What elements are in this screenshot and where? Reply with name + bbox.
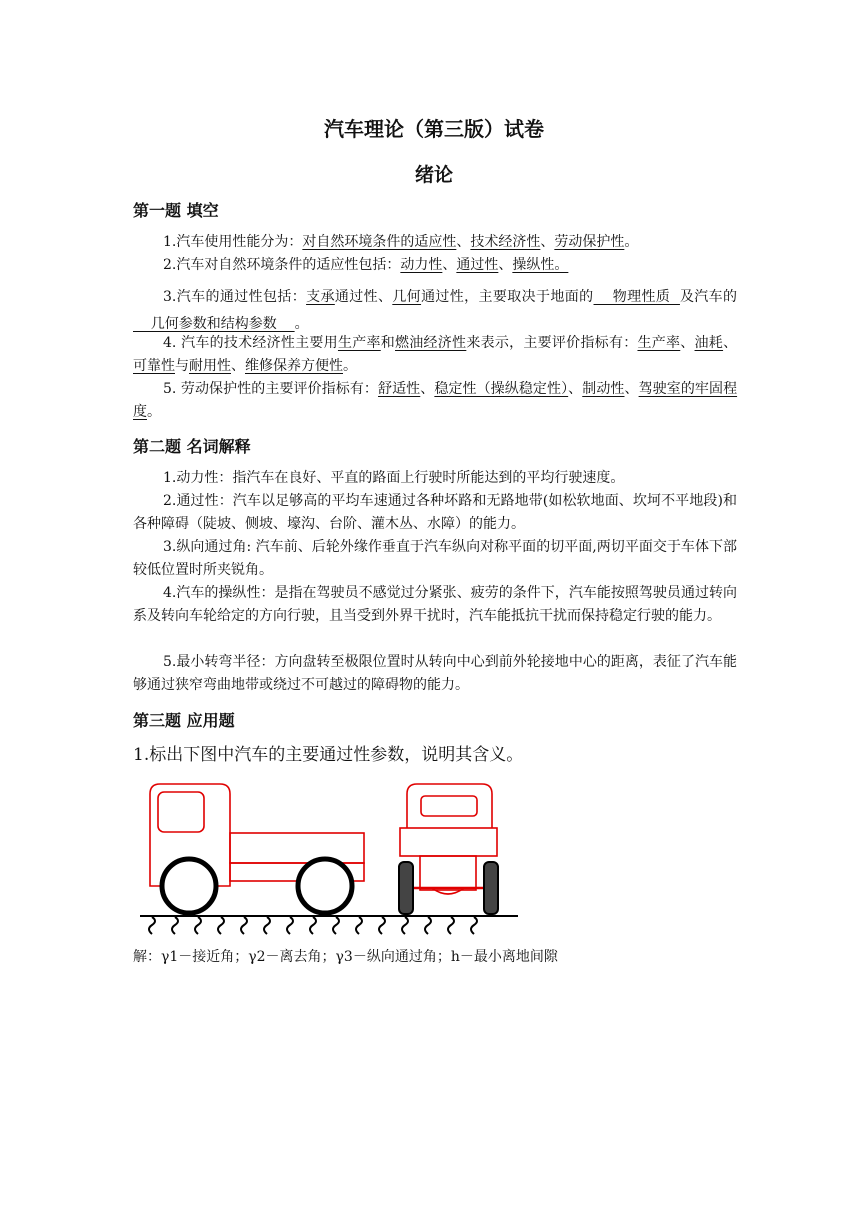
text: 、 (420, 381, 435, 397)
answer-blank: 几何参数和结构参数 (133, 316, 295, 332)
section-heading-application: 第三题 应用题 (133, 711, 235, 730)
text: 。 (147, 404, 161, 420)
answer-blank: 驾驶室的牢固程度 (133, 381, 738, 420)
ground-hatching (149, 917, 477, 934)
truck-front-view (400, 784, 497, 894)
front-view-right-wheel (484, 862, 498, 914)
text: 、 (442, 257, 457, 273)
definition-5: 5.最小转弯半径：方向盘转至极限位置时从转向中心到前外轮接地中心的距离，表征了汽车能够通过狭窄弯曲地带或绕过不可越过的障碍物的能力。 (133, 654, 737, 693)
answer-blank: 动力性 (400, 257, 443, 273)
text: 、 (498, 257, 513, 273)
front-wheel (162, 859, 216, 913)
text: 、 (624, 381, 639, 397)
text: 通过性，主要取决于地面的 (421, 289, 594, 305)
answer-blank: 维修保养方便性 (245, 358, 343, 374)
text: 。 (294, 316, 309, 332)
text: 、 (680, 335, 695, 351)
answer-blank: 耐用性 (189, 358, 231, 374)
answer-blank: 技术经济性 (470, 234, 541, 250)
definition-2: 2.通过性：汽车以足够高的平均车速通过各种坏路和无路地带(如松软地面、坎坷不平地段)和各种障碍（陡坡、侧坡、壕沟、台阶、灌木丛、水障）的能力。 (133, 493, 737, 532)
text: 、 (456, 234, 471, 250)
answer-blank: 支承 (306, 289, 335, 305)
front-axle-housing (420, 856, 476, 890)
front-cab-outline (407, 784, 492, 828)
answer-blank: 通过性 (456, 257, 499, 273)
text: 4. 汽车的技术经济性主要用 (163, 335, 338, 351)
text: 来表示，主要评价指标有： (466, 335, 638, 351)
text: 和 (380, 335, 396, 351)
text: 通过性、 (334, 289, 393, 305)
answer-blank: 燃油经济性 (395, 335, 467, 351)
text: 。 (343, 358, 357, 374)
text: 、 (540, 234, 555, 250)
rear-wheel (298, 859, 352, 913)
text: 、 (568, 381, 583, 397)
text: 、 (231, 358, 245, 374)
text: 2.汽车对自然环境条件的适应性包括： (163, 257, 401, 273)
answer-blank: 物理性质 (593, 289, 680, 305)
answer-blank: 制动性 (582, 381, 625, 397)
fill-item-1 (133, 231, 737, 254)
answer-blank: 生产率 (637, 335, 681, 351)
answer-blank: 操纵性。 (512, 257, 569, 273)
application-question-1: 1.标出下图中汽车的主要通过性参数，说明其含义。 (133, 745, 524, 765)
answer-text: 解：γ1－接近角；γ2－离去角；γ3－纵向通过角；h－最小离地间隙 (133, 949, 558, 965)
answer-blank: 生产率 (337, 335, 381, 351)
fill-item-4 (133, 332, 737, 378)
definition-1: 1.动力性：指汽车在良好、平直的路面上行驶时所能达到的平均行驶速度。 (163, 470, 625, 486)
answer-blank: 对自然环境条件的适应性 (302, 234, 457, 250)
answer-blank: 劳动保护性 (554, 234, 625, 250)
definition-4: 4.汽车的操纵性：是指在驾驶员不感觉过分紧张、疲劳的条件下，汽车能按照驾驶员通过转向系及转向车轮给定的方向行驶，且当受到外界干扰时，汽车能抵抗干扰而保持稳定行驶的能力。 (133, 585, 737, 624)
answer-blank: 油耗 (694, 335, 724, 351)
cab-window (158, 792, 204, 832)
cargo-bed-upper (230, 833, 364, 863)
text: 3.汽车的通过性包括： (163, 289, 307, 305)
truck-diagram (130, 776, 530, 941)
section-heading-fill-in: 第一题 填空 (133, 201, 219, 220)
answer-blank: 可靠性 (133, 358, 175, 374)
definition-3: 3.纵向通过角: 汽车前、后轮外缘作垂直于汽车纵向对称平面的切平面,两切平面交于车体下部较低位置时所夹锐角。 (133, 539, 737, 578)
front-windshield (421, 796, 477, 816)
answer-blank: 稳定性（操纵稳定性） (434, 381, 569, 397)
text: 5. 劳动保护性的主要评价指标有： (163, 381, 379, 397)
front-body (400, 828, 497, 856)
text: 与 (175, 358, 189, 374)
text: 及汽车的 (679, 289, 738, 305)
text: 1.汽车使用性能分为： (163, 234, 303, 250)
front-view-left-wheel (399, 862, 413, 914)
answer-blank: 几何 (392, 289, 422, 305)
chapter-title: 绪论 (414, 164, 453, 186)
fill-item-3 (133, 284, 737, 338)
answer-blank: 舒适性 (378, 381, 421, 397)
fill-item-5 (133, 378, 737, 424)
text: 、 (723, 335, 738, 351)
text: 。 (624, 234, 639, 250)
section-heading-definitions: 第二题 名词解释 (133, 437, 251, 456)
fill-item-2 (133, 254, 737, 277)
document-title: 汽车理论（第三版）试卷 (324, 117, 544, 141)
